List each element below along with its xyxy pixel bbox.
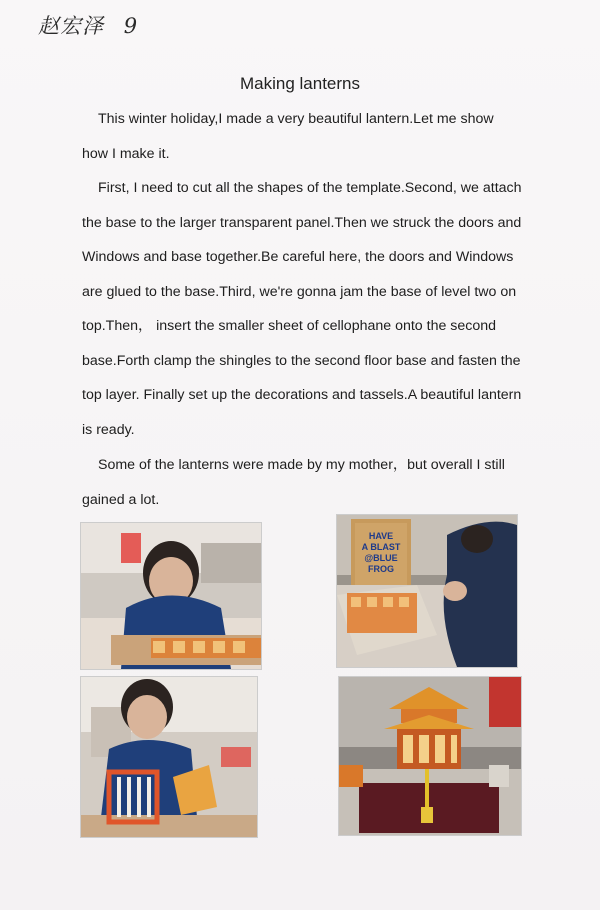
- paragraph-intro: [82, 102, 522, 171]
- paragraph-intro-text: This winter holiday,I made a very beautiful lantern.Let me show how I make it.: [82, 111, 494, 162]
- paragraph-conclusion: [82, 448, 522, 517]
- page-title: Making lanterns: [239, 74, 360, 93]
- photo-hands-with-bag: [336, 514, 518, 668]
- handwritten-name-note: [38, 10, 138, 40]
- bag-text-line-4: FROG: [368, 564, 394, 574]
- student-name: 赵宏泽: [38, 14, 104, 38]
- photo-finished-lantern: [338, 676, 522, 836]
- bag-text-line-2: A BLAST: [361, 542, 401, 552]
- paragraph-conclusion-text: Some of the lanterns were made by my mother，but overall I still gained a lot.: [82, 457, 505, 508]
- photo-boy-with-lantern: [80, 676, 258, 838]
- paragraph-steps-text: First, I need to cut all the shapes of the template.Second, we attach the base to the larger transparent panel.Then we struck the doors and Windows and base together.Be careful here, the doors and Windows are glued to the base.Third, we're gonna jam the base of level two on top.Then， insert the smaller sheet of cellophane onto the second base.Forth clamp the shingles to the second floor base and fasten the top layer. Finally set up the decorations and tassels.A beautiful lantern is ready.: [82, 180, 522, 438]
- photo-boy-cutting-template: [80, 522, 262, 670]
- student-number: 9: [123, 14, 139, 38]
- bag-text-line-3: @BLUE: [364, 553, 398, 563]
- paragraph-steps: [82, 171, 522, 447]
- bag-text-line-1: HAVE: [368, 531, 394, 541]
